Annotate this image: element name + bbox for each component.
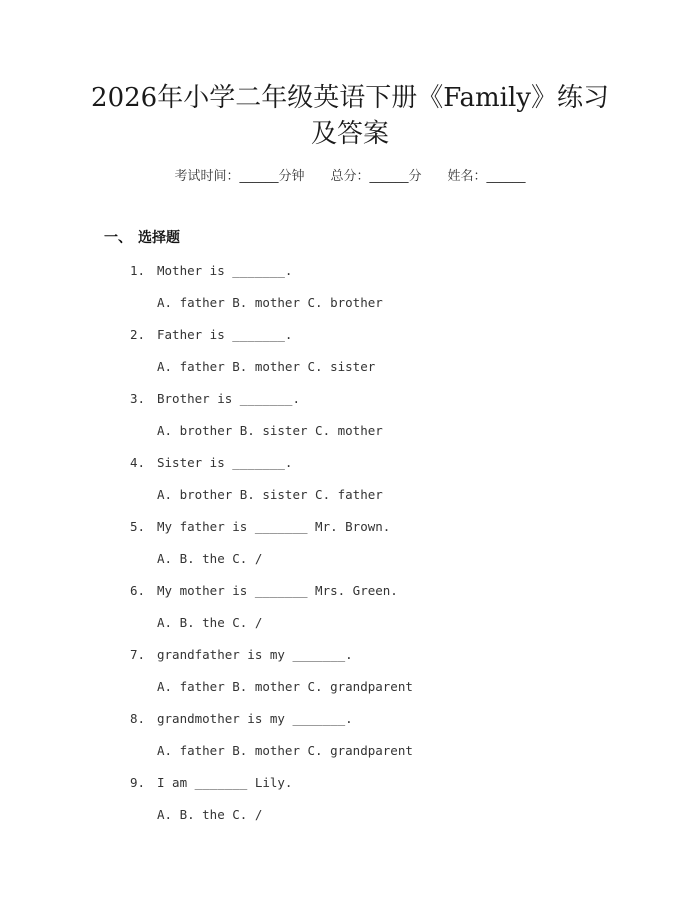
question-stem: Mother is _______. <box>157 263 293 278</box>
question-options: A. B. the C. / <box>157 551 263 566</box>
exam-time-field: 考试时间：______分钟 <box>174 169 305 184</box>
question-stem: Sister is _______. <box>157 455 293 470</box>
question-options: A. father B. mother C. grandparent <box>157 743 413 758</box>
question-stem: Father is _______. <box>157 327 293 342</box>
question-item <box>130 770 630 834</box>
question-item <box>130 642 630 706</box>
question-number: 4. <box>130 455 146 470</box>
question-number: 7. <box>130 647 146 662</box>
section-heading <box>104 229 180 247</box>
question-stem: grandfather is my _______. <box>157 647 353 662</box>
question-options: A. brother B. sister C. father <box>157 487 383 502</box>
question-stem: grandmother is my _______. <box>157 711 353 726</box>
question-item <box>130 706 630 770</box>
question-options: A. brother B. sister C. mother <box>157 423 383 438</box>
page-title <box>0 80 700 152</box>
question-number: 2. <box>130 327 146 342</box>
title-line-1: 2026年小学二年级英语下册《Family》练习 <box>91 83 609 113</box>
question-item <box>130 386 630 450</box>
question-number: 6. <box>130 583 146 598</box>
question-stem: Brother is _______. <box>157 391 300 406</box>
question-options: A. father B. mother C. sister <box>157 359 376 374</box>
question-number: 9. <box>130 775 146 790</box>
question-stem: I am _______ Lily. <box>157 775 293 790</box>
question-item <box>130 322 630 386</box>
question-item <box>130 258 630 322</box>
section-number: 一、 <box>104 230 132 246</box>
question-options: A. father B. mother C. brother <box>157 295 383 310</box>
question-options: A. father B. mother C. grandparent <box>157 679 413 694</box>
question-number: 8. <box>130 711 146 726</box>
question-number: 5. <box>130 519 146 534</box>
question-list <box>130 258 630 834</box>
question-number: 3. <box>130 391 146 406</box>
title-line-2: 及答案 <box>310 119 389 149</box>
question-item <box>130 450 630 514</box>
total-score-field: 总分：______分 <box>330 169 422 184</box>
question-stem: My mother is _______ Mrs. Green. <box>157 583 398 598</box>
question-item <box>130 514 630 578</box>
section-title: 选择题 <box>138 230 180 246</box>
question-item <box>130 578 630 642</box>
question-stem: My father is _______ Mr. Brown. <box>157 519 391 534</box>
question-number: 1. <box>130 263 146 278</box>
question-options: A. B. the C. / <box>157 807 263 822</box>
student-name-field: 姓名：______ <box>447 169 526 184</box>
exam-meta <box>0 168 700 186</box>
question-options: A. B. the C. / <box>157 615 263 630</box>
